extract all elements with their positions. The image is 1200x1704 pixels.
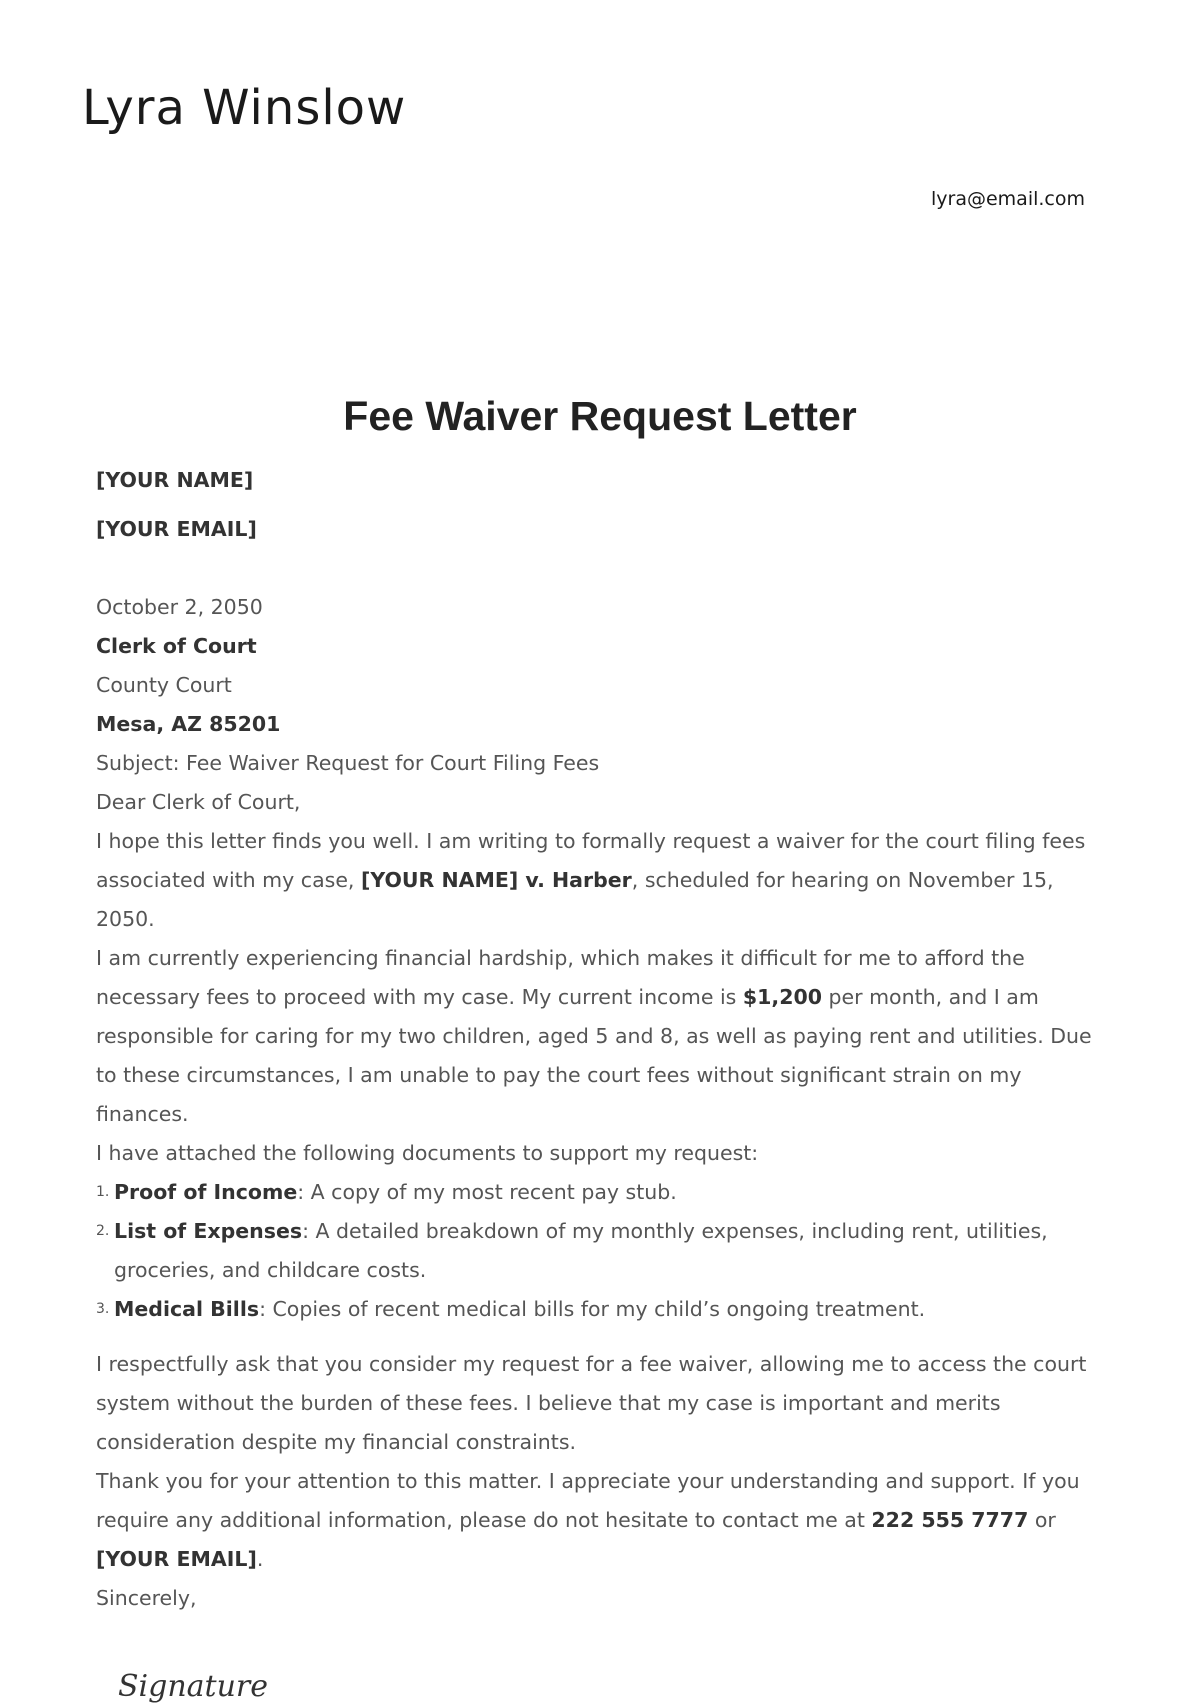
- list-item-number: 3.: [96, 1301, 110, 1317]
- salutation: Dear Clerk of Court,: [96, 790, 301, 814]
- list-item: [96, 1290, 1106, 1329]
- signature: Signature: [118, 1669, 269, 1704]
- contact-phone: 222 555 7777: [871, 1508, 1029, 1532]
- paragraph-thanks: [96, 1462, 1106, 1579]
- sender-name: [YOUR NAME]: [96, 468, 254, 492]
- sender-email: [YOUR EMAIL]: [96, 517, 257, 541]
- paragraph-intro-text: I hope this letter finds you well. I am writing to formally request a waiver for the court filing fees associated with my case,: [96, 829, 1086, 892]
- list-item: [96, 1173, 1106, 1212]
- income-amount: $1,200: [742, 985, 822, 1009]
- contact-email: [YOUR EMAIL]: [96, 1547, 257, 1571]
- paragraph-hardship-text: I am currently experiencing financial hardship, which makes it difficult for me to afford the necessary fees to proceed with my case. My current income is: [96, 946, 1025, 1009]
- attachments-list: [96, 1173, 1106, 1329]
- list-item-label: Proof of Income: [114, 1180, 298, 1204]
- brand-name: Lyra Winslow: [82, 80, 407, 136]
- paragraph-intro: [96, 822, 1106, 939]
- paragraph-hardship: [96, 939, 1106, 1134]
- closing: Sincerely,: [96, 1586, 197, 1610]
- list-item-label: List of Expenses: [114, 1219, 303, 1243]
- list-item-text: : A copy of my most recent pay stub.: [297, 1180, 677, 1204]
- list-item-number: 2.: [96, 1223, 110, 1239]
- sender-block: [96, 456, 1106, 554]
- list-item-number: 1.: [96, 1184, 110, 1200]
- paragraph-attachments-intro: I have attached the following documents to support my request:: [96, 1141, 759, 1165]
- paragraph-thanks-end: .: [256, 1547, 264, 1571]
- list-item-text: : A detailed breakdown of my monthly expenses, including rent, utilities, groceries, and childcare costs.: [114, 1219, 1048, 1282]
- paragraph-request: I respectfully ask that you consider my request for a fee waiver, allowing me to access the court system without the burden of these fees. I believe that my case is important and merits consideration despite my financial constraints.: [96, 1352, 1087, 1454]
- recipient-org: County Court: [96, 673, 232, 697]
- letter-date: October 2, 2050: [96, 595, 263, 619]
- paragraph-intro-text-end: , scheduled for hearing on November 15, 2050.: [96, 868, 1054, 931]
- document-title: Fee Waiver Request Letter: [343, 393, 857, 439]
- case-name: [YOUR NAME] v. Harber: [360, 868, 632, 892]
- paragraph-thanks-text: Thank you for your attention to this matter. I appreciate your understanding and support. If you require any additional information, please do not hesitate to contact me at: [96, 1469, 1080, 1532]
- letter-body: [96, 462, 1106, 1618]
- list-item-text: : Copies of recent medical bills for my child’s ongoing treatment.: [259, 1297, 926, 1321]
- list-item-label: Medical Bills: [114, 1297, 260, 1321]
- recipient-city: Mesa, AZ 85201: [96, 712, 281, 736]
- list-item: [96, 1212, 1106, 1290]
- brand-email: lyra@email.com: [931, 188, 1085, 210]
- paragraph-hardship-text-end: per month, and I am responsible for caring for my two children, aged 5 and 8, as well as paying rent and utilities. Due to these circumstances, I am unable to pay the court fees without significant strain on my finances.: [96, 985, 1092, 1126]
- letter-subject: Subject: Fee Waiver Request for Court Filing Fees: [96, 751, 600, 775]
- paragraph-thanks-or: or: [1028, 1508, 1056, 1532]
- recipient-title: Clerk of Court: [96, 634, 257, 658]
